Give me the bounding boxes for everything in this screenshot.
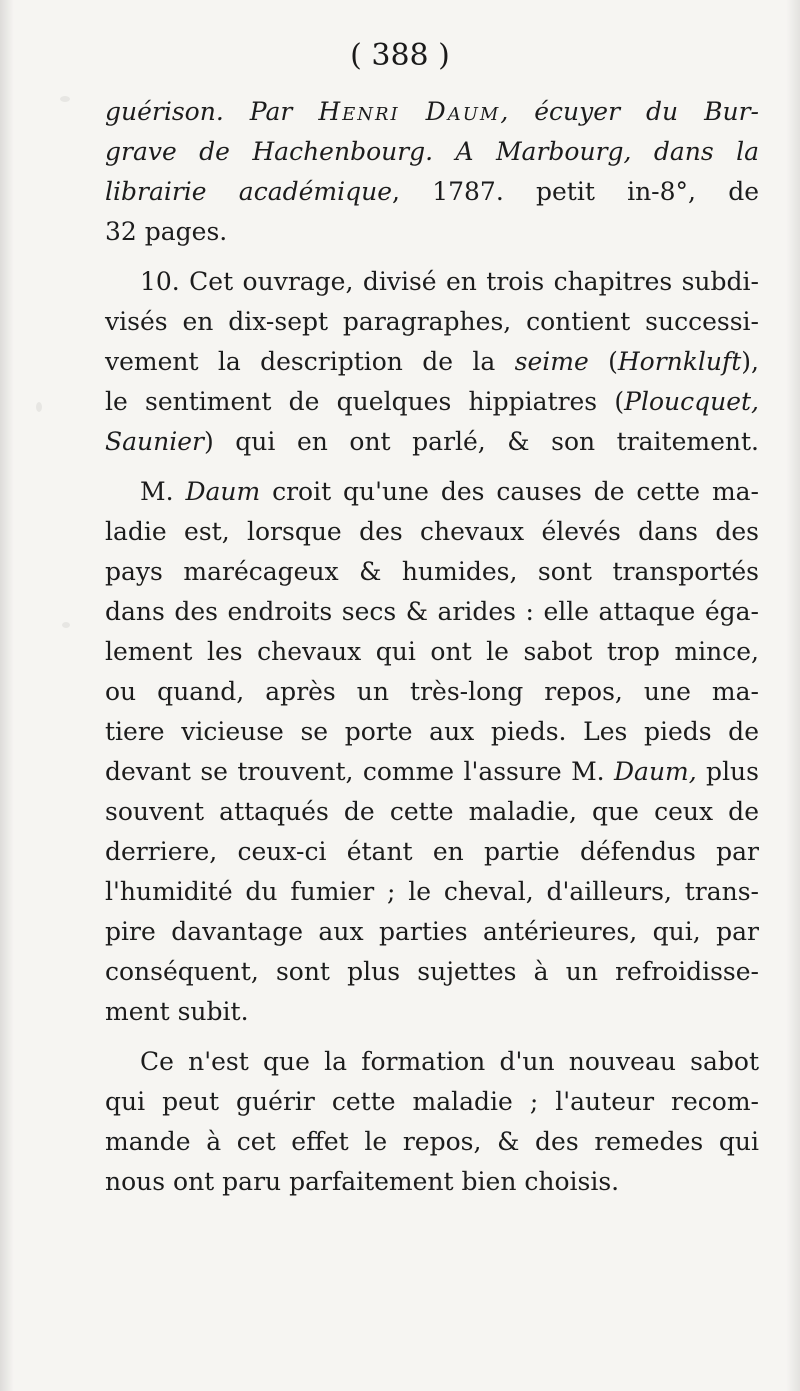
text-line-20: l'humidité du fumier ; le cheval, d'ailleurs, trans-: [105, 877, 759, 906]
ink-speck: [62, 622, 70, 628]
text-line-7: vement la description de la seime (Hornkluft),: [105, 347, 759, 376]
text-line-26: mande à cet effet le repos, & des remedes qui: [105, 1127, 759, 1156]
text-line-11: ladie est, lorsque des chevaux élevés dans des: [105, 517, 759, 546]
text-line-24: Ce n'est que la formation d'un nouveau sabot: [140, 1047, 759, 1076]
text-line-3: librairie académique, 1787. petit in-8°, de: [105, 177, 760, 206]
text-line-15: ou quand, après un très-long repos, une ma-: [105, 677, 759, 706]
page-edge-shadow-left: [0, 0, 14, 1391]
text-line-10: M. Daum croit qu'une des causes de cette ma-: [140, 477, 760, 506]
text-line-5: 10. Cet ouvrage, divisé en trois chapitres subdi-: [140, 267, 759, 296]
text-line-9: Saunier) qui en ont parlé, & son traitement.: [105, 427, 759, 456]
ink-speck: [36, 402, 42, 412]
text-line-6: visés en dix-sept paragraphes, contient successi-: [105, 307, 759, 336]
text-line-14: lement les chevaux qui ont le sabot trop mince,: [105, 637, 759, 666]
text-line-1: guérison. Par Henri Daum, écuyer du Bur-: [105, 97, 759, 126]
text-line-22: conséquent, sont plus sujettes à un refroidisse-: [105, 957, 759, 986]
ink-speck: [60, 96, 70, 102]
text-line-21: pire davantage aux parties antérieures, qui, par: [105, 917, 759, 946]
text-line-18: souvent attaqués de cette maladie, que ceux de: [105, 797, 759, 826]
text-line-16: tiere vicieuse se porte aux pieds. Les pieds de: [105, 717, 759, 746]
text-line-4: 32 pages.: [105, 217, 228, 246]
page-number: ( 388 ): [350, 38, 450, 73]
text-line-23: ment subit.: [105, 997, 249, 1026]
text-line-17: devant se trouvent, comme l'assure M. Daum, plus: [105, 757, 759, 786]
text-line-27: nous ont paru parfaitement bien choisis.: [105, 1167, 620, 1196]
text-line-19: derriere, ceux-ci étant en partie défendus par: [105, 837, 759, 866]
text-line-12: pays marécageux & humides, sont transportés: [105, 557, 759, 586]
text-line-25: qui peut guérir cette maladie ; l'auteur recom-: [105, 1087, 759, 1116]
page-edge-shadow-right: [786, 0, 800, 1391]
text-line-2: grave de Hachenbourg. A Marbourg, dans la: [105, 137, 759, 166]
text-line-13: dans des endroits secs & arides : elle attaque éga-: [105, 597, 759, 626]
text-line-8: le sentiment de quelques hippiatres (Ploucquet,: [105, 387, 759, 416]
